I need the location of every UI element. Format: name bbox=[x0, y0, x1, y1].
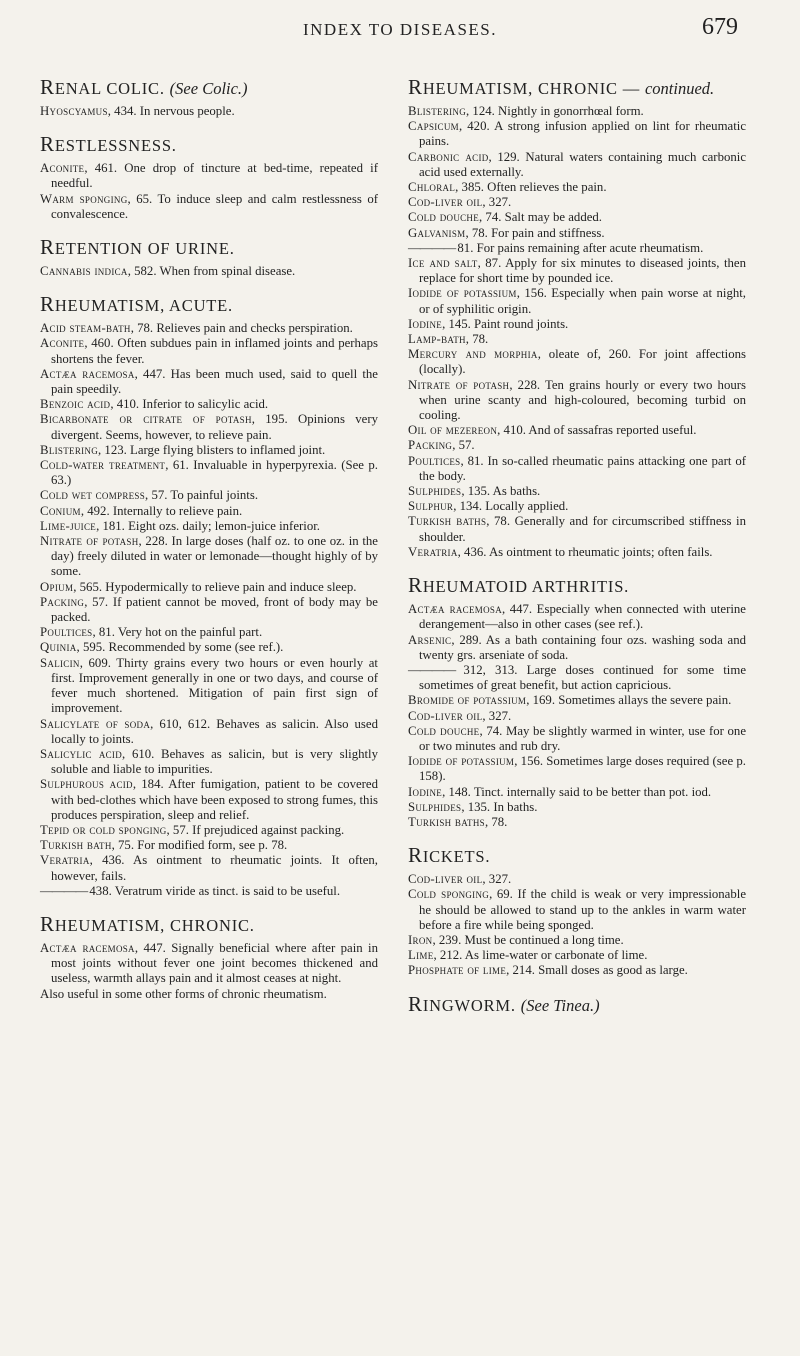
entry-term: Veratria bbox=[40, 853, 90, 868]
index-section bbox=[40, 235, 378, 279]
index-entry: Actæa racemosa, 447. Especially when connected with uterine derangement—also in other cases (see ref.). bbox=[408, 602, 746, 632]
index-entry: Iodine, 145. Paint round joints. bbox=[408, 316, 569, 331]
entry-term: Packing bbox=[408, 438, 453, 453]
index-entry: Cod-liver oil, 327. bbox=[408, 708, 512, 723]
index-entry: Lamp-bath, 78. bbox=[408, 332, 489, 347]
entry-term: Cold wet compress bbox=[40, 488, 146, 503]
entry-term: Salicylate of soda bbox=[40, 716, 151, 731]
index-entry: Salicylic acid, 610. Behaves as salicin, but is very slightly soluble and liable to impurities. bbox=[40, 746, 378, 777]
index-entry: Sulphurous acid, 184. After fumigation, patient to be covered with bed-clothes which have been exposed to strong fumes, this produces perspiration, sleep and relief. bbox=[40, 777, 378, 822]
page-number: 679 bbox=[702, 14, 738, 40]
index-entry: Salicylate of soda, 610, 612. Behaves as salicin. Also used locally to joints. bbox=[40, 716, 378, 746]
index-entry: Lime-juice, 181. Eight ozs. daily; lemon-juice inferior. bbox=[40, 518, 320, 533]
section-heading-note: continued. bbox=[644, 79, 715, 98]
entry-term: Lime-juice bbox=[40, 518, 97, 533]
entry-term: Iodide of potassium bbox=[408, 754, 515, 769]
index-entry: Aconite, 460. Often subdues pain in inflamed joints and perhaps shortens the fever. bbox=[40, 336, 378, 366]
index-entry: Sulphides, 135. As baths. bbox=[408, 484, 541, 499]
entry-term: Blistering bbox=[408, 104, 467, 118]
index-entry: Sulphides, 135. In baths. bbox=[408, 799, 538, 814]
index-entry: ———— 312, 313. Large doses continued for some time sometimes of great benefit, but action capricious. bbox=[408, 662, 746, 693]
section-heading-text: RINGWORM. bbox=[408, 991, 521, 1016]
index-entry: Hyoscyamus, 434. In nervous people. bbox=[40, 104, 235, 118]
section-heading-text: RICKETS. bbox=[408, 843, 491, 868]
entry-term: Turkish bath bbox=[40, 838, 112, 853]
index-entry: Iodide of potassium, 156. Sometimes large doses required (see p. 158). bbox=[408, 754, 746, 784]
entry-term: Sulphides bbox=[408, 799, 462, 814]
section-heading bbox=[40, 911, 378, 936]
entry-term: Iodine bbox=[408, 316, 443, 331]
entry-term: Lamp-bath bbox=[408, 332, 466, 347]
entry-term: Sulphides bbox=[408, 484, 462, 499]
entry-term: Turkish baths bbox=[408, 814, 485, 829]
entry-term: Bromide of potassium bbox=[408, 693, 527, 708]
index-entry: Acid steam-bath, 78. Relieves pain and checks perspiration. bbox=[40, 321, 353, 336]
index-entry: Phosphate of lime, 214. Small doses as good as large. bbox=[408, 963, 688, 978]
entry-term: Warm sponging bbox=[40, 191, 128, 206]
section-heading-text: RHEUMATISM, ACUTE. bbox=[40, 292, 233, 317]
index-entry: Bromide of potassium, 169. Sometimes allays the severe pain. bbox=[408, 693, 732, 708]
index-entry: Cold sponging, 69. If the child is weak or very impressionable he should be allowed to stand up to the ankles in warm water before a fire while being sponged. bbox=[408, 887, 746, 932]
index-entry: Carbonic acid, 129. Natural waters containing much carbonic acid used externally. bbox=[408, 149, 747, 179]
index-entry: Iodide of potassium, 156. Especially when pain worse at night, or of syphilitic origin. bbox=[408, 286, 747, 316]
section-heading-text: RETENTION OF URINE. bbox=[40, 235, 235, 260]
index-section bbox=[408, 573, 747, 830]
entry-term: Carbonic acid bbox=[408, 149, 489, 164]
index-entry: Cannabis indica, 582. When from spinal disease. bbox=[40, 264, 296, 279]
entry-term: Iron bbox=[408, 932, 433, 947]
index-entry: Poultices, 81. Very hot on the painful part. bbox=[40, 625, 263, 640]
section-heading-text: RHEUMATISM, CHRONIC — bbox=[408, 75, 645, 99]
index-section bbox=[40, 911, 379, 1002]
entry-term: Opium bbox=[40, 579, 74, 594]
entry-term: Lime bbox=[408, 948, 434, 963]
entry-term: Salicylic acid bbox=[40, 746, 123, 761]
entry-term: Galvanism bbox=[408, 225, 466, 240]
index-entry: Arsenic, 289. As a bath containing four ozs. washing soda and twenty grs. arseniate of soda. bbox=[408, 632, 746, 662]
entry-term: Veratria bbox=[408, 544, 458, 559]
index-entry: Blistering, 124. Nightly in gonorrhœal form. bbox=[408, 104, 644, 118]
section-heading-note: (See Colic.) bbox=[169, 79, 248, 98]
index-section bbox=[408, 75, 747, 560]
section-heading-text: RHEUMATISM, CHRONIC. bbox=[40, 911, 255, 936]
entry-term: Iodide of potassium bbox=[408, 286, 517, 301]
index-entry: Cold douche, 74. Salt may be added. bbox=[408, 210, 602, 225]
right-column bbox=[408, 75, 747, 1031]
entry-term: Poultices bbox=[408, 453, 461, 468]
entry-term: Oil of mezereon bbox=[408, 423, 498, 438]
index-section bbox=[408, 843, 746, 978]
index-entry: Veratria, 436. As ointment to rheumatic joints; often fails. bbox=[408, 544, 713, 559]
section-heading bbox=[40, 75, 378, 99]
index-entry: Iodine, 148. Tinct. internally said to be better than pot. iod. bbox=[408, 784, 712, 799]
index-entry: Actæa racemosa, 447. Signally beneficial where after pain in most joints without fever one joint becomes thickened and useless, warmth allays pain and it almost ceases at night. bbox=[40, 940, 379, 986]
index-entry: Turkish baths, 78. bbox=[408, 814, 508, 829]
entry-term: Cod-liver oil bbox=[408, 708, 483, 723]
index-section bbox=[40, 132, 378, 222]
index-entry: Cod-liver oil, 327. bbox=[408, 195, 512, 210]
entry-term: Sulphur bbox=[408, 499, 454, 514]
index-entry: Bicarbonate or citrate of potash, 195. Opinions very divergent. Seems, however, to relieve pain. bbox=[40, 412, 378, 442]
entry-term: Sulphurous acid bbox=[40, 777, 133, 792]
entry-term: Mercury and morphia bbox=[408, 347, 538, 362]
entry-term: Cannabis indica bbox=[40, 264, 128, 279]
entry-term: Benzoic acid bbox=[40, 397, 111, 412]
index-entry: Galvanism, 78. For pain and stiffness. bbox=[408, 225, 605, 240]
index-entry: Warm sponging, 65. To induce sleep and calm restlessness of convalescence. bbox=[40, 191, 378, 221]
running-title: INDEX TO DISEASES. bbox=[302, 20, 498, 39]
entry-term: Cold douche bbox=[408, 210, 480, 225]
entry-term: Blistering bbox=[40, 442, 99, 457]
entry-term: Nitrate of potash bbox=[40, 534, 139, 549]
section-heading-text: RENAL COLIC. bbox=[40, 75, 170, 99]
index-entry: Lime, 212. As lime-water or carbonate of lime. bbox=[408, 948, 648, 963]
section-heading-text: RESTLESSNESS. bbox=[40, 132, 177, 157]
entry-term: Aconite bbox=[40, 161, 85, 176]
section-heading-note: (See Tinea.) bbox=[520, 995, 600, 1015]
entry-term: Arsenic bbox=[408, 632, 452, 647]
entry-term: Capsicum bbox=[408, 119, 459, 134]
index-section bbox=[40, 292, 378, 899]
index-entry: Also useful in some other forms of chronic rheumatism. bbox=[40, 986, 327, 1001]
index-entry: Blistering, 123. Large flying blisters to inflamed joint. bbox=[40, 442, 326, 457]
index-entry: Packing, 57. bbox=[408, 438, 475, 453]
entry-term: Salicin bbox=[40, 655, 80, 670]
entry-term: Nitrate of potash bbox=[408, 377, 510, 392]
entry-term: Phosphate of lime bbox=[408, 963, 507, 978]
entry-term: Actæa racemosa bbox=[40, 940, 135, 955]
entry-term: Actæa racemosa bbox=[40, 366, 135, 381]
index-entry: Sulphur, 134. Locally applied. bbox=[408, 499, 569, 514]
index-entry: Chloral, 385. Often relieves the pain. bbox=[408, 180, 607, 195]
entry-term: Cold-water treatment bbox=[40, 458, 166, 473]
index-entry: Quinia, 595. Recommended by some (see ref.). bbox=[40, 640, 284, 655]
entry-term: Cold sponging bbox=[408, 887, 490, 902]
index-entry: Tepid or cold sponging, 57. If prejudiced against packing. bbox=[40, 822, 345, 837]
index-entry: Capsicum, 420. A strong infusion applied on lint for rheumatic pains. bbox=[408, 119, 746, 149]
index-entry: Ice and salt, 87. Apply for six minutes to diseased joints, then replace for short time by pounded ice. bbox=[408, 256, 746, 286]
entry-term: Turkish baths bbox=[408, 514, 487, 529]
entry-term: Tepid or cold sponging bbox=[40, 822, 167, 837]
entry-term: Ice and salt bbox=[408, 256, 478, 271]
entry-term: Cold douche bbox=[408, 723, 480, 738]
index-entry: Aconite, 461. One drop of tincture at bed-time, repeated if needful. bbox=[40, 161, 378, 191]
index-entry: Actæa racemosa, 447. Has been much used, said to quell the pain speedily. bbox=[40, 366, 378, 397]
section-heading-text: RHEUMATOID ARTHRITIS. bbox=[408, 573, 630, 598]
entry-term: Packing bbox=[40, 594, 85, 609]
index-entry: ———— 81. For pains remaining after acute rheumatism. bbox=[408, 240, 704, 255]
section-heading bbox=[40, 292, 378, 317]
index-entry: Nitrate of potash, 228. In large doses (half oz. to one oz. in the day) freely diluted in water or lemonade—thought highly of by some. bbox=[40, 534, 378, 579]
index-entry: ———— 438. Veratrum viride as tinct. is said to be useful. bbox=[40, 883, 341, 898]
index-entry: Opium, 565. Hypodermically to relieve pain and induce sleep. bbox=[40, 579, 357, 594]
entry-term: Quinia bbox=[40, 640, 77, 655]
left-column bbox=[40, 75, 379, 1018]
entry-term: Actæa racemosa bbox=[408, 602, 502, 617]
section-heading bbox=[408, 75, 746, 99]
index-entry: Veratria, 436. As ointment to rheumatic joints. It often, however, fails. bbox=[40, 853, 378, 883]
index-entry: Mercury and morphia, oleate of, 260. For joint affections (locally). bbox=[408, 347, 746, 377]
section-heading bbox=[40, 235, 378, 260]
index-section bbox=[408, 991, 746, 1016]
entry-term: Hyoscyamus bbox=[40, 104, 108, 118]
entry-term: Acid steam-bath bbox=[40, 321, 131, 336]
entry-term: Bicarbonate or citrate of potash bbox=[40, 412, 252, 427]
index-entry: Cold douche, 74. May be slightly warmed in winter, use for one or two minutes and rub dry. bbox=[408, 723, 747, 753]
section-heading bbox=[408, 843, 746, 868]
entry-term: Conium bbox=[40, 503, 81, 518]
index-entry: Cold-water treatment, 61. Invaluable in hyperpyrexia. (See p. 63.) bbox=[40, 458, 378, 488]
entry-term: Aconite bbox=[40, 336, 85, 351]
index-entry: Conium, 492. Internally to relieve pain. bbox=[40, 503, 243, 518]
index-entry: Salicin, 609. Thirty grains every two hours or even hourly at first. Improvement generally in one or two days, and course of fever much shortened. Mitigation of pain first sign of improvement. bbox=[40, 655, 378, 716]
index-entry: Nitrate of potash, 228. Ten grains hourly or every two hours when urine scanty and high-coloured, becoming turbid on cooling. bbox=[408, 377, 746, 423]
entry-term: Chloral bbox=[408, 180, 456, 195]
index-entry: Benzoic acid, 410. Inferior to salicylic acid. bbox=[40, 397, 269, 412]
entry-term: Cod-liver oil bbox=[408, 195, 483, 210]
section-heading bbox=[408, 991, 746, 1016]
section-heading bbox=[408, 573, 746, 598]
entry-term: Iodine bbox=[408, 784, 443, 799]
index-entry: Cod-liver oil, 327. bbox=[408, 872, 512, 887]
index-entry: Turkish baths, 78. Generally and for circumscribed stiffness in shoulder. bbox=[408, 514, 746, 544]
index-entry: Poultices, 81. In so-called rheumatic pains attacking one part of the body. bbox=[408, 453, 746, 483]
section-heading bbox=[40, 132, 378, 157]
index-entry: Oil of mezereon, 410. And of sassafras reported useful. bbox=[408, 423, 697, 438]
index-entry: Turkish bath, 75. For modified form, see p. 78. bbox=[40, 838, 288, 853]
index-entry: Cold wet compress, 57. To painful joints. bbox=[40, 488, 259, 503]
index-entry: Packing, 57. If patient cannot be moved, front of body may be packed. bbox=[40, 594, 378, 625]
index-entry: Iron, 239. Must be continued a long time. bbox=[408, 932, 624, 947]
entry-term: Poultices bbox=[40, 625, 93, 640]
index-section bbox=[40, 75, 378, 119]
entry-term: Cod-liver oil bbox=[408, 872, 483, 887]
